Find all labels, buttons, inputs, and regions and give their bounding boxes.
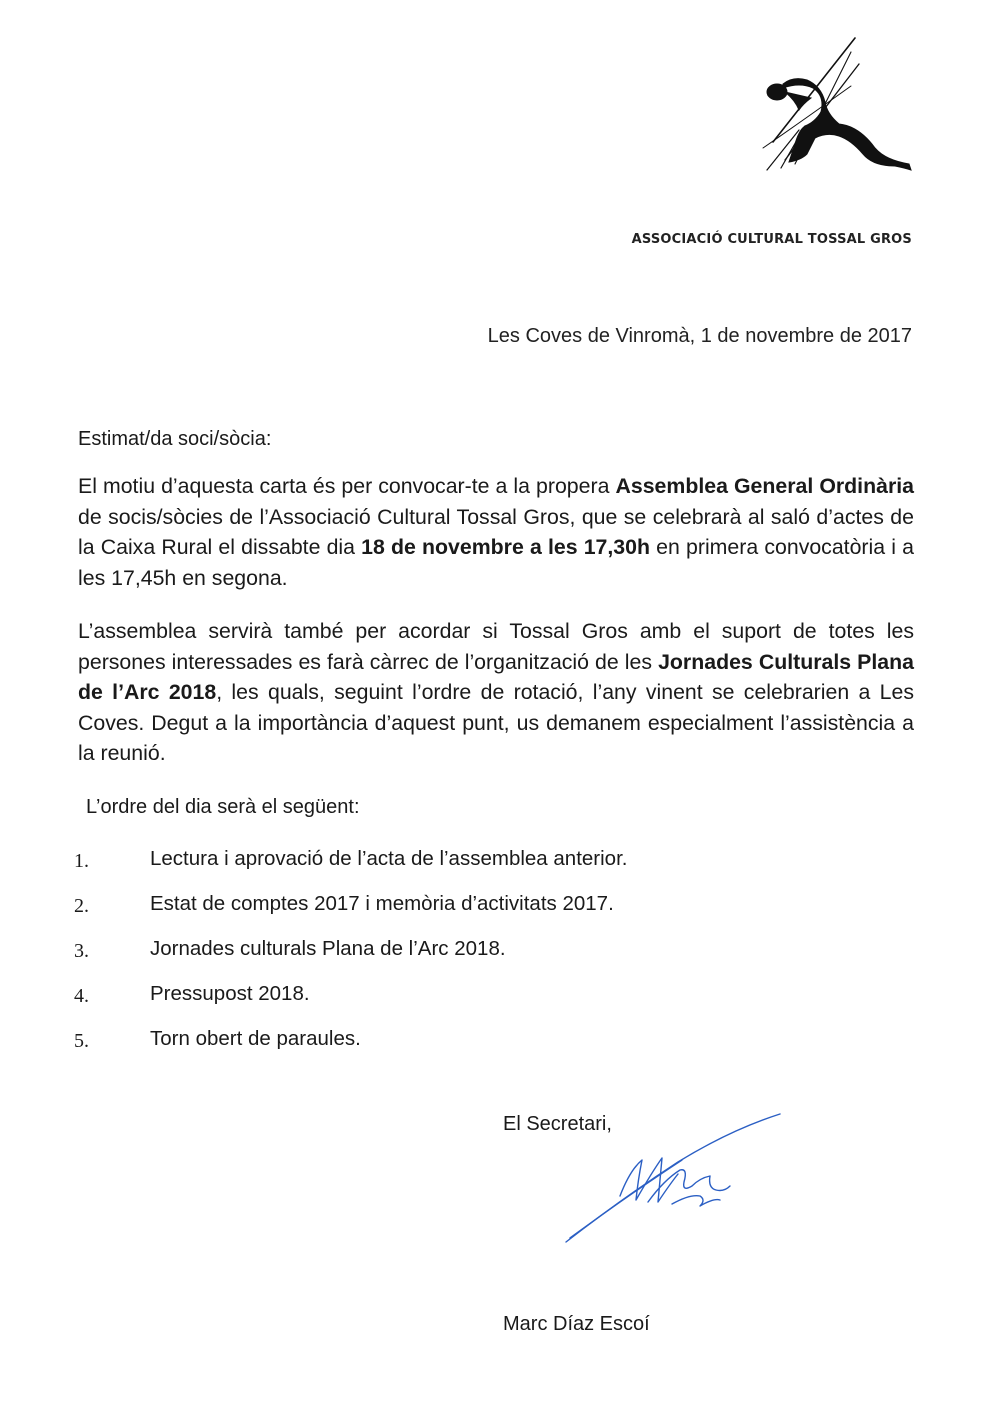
assembly-name: Assemblea General Ordinària	[615, 474, 915, 498]
agenda-text: Pressupost 2018.	[150, 982, 310, 1005]
agenda-item	[74, 889, 774, 934]
place-date: Les Coves de Vinromà, 1 de novembre de 2017	[487, 325, 912, 347]
handwritten-signature	[560, 1110, 790, 1250]
paragraph-purpose	[78, 616, 914, 769]
agenda-text: Lectura i aprovació de l’acta de l’assemblea anterior.	[150, 847, 628, 870]
meeting-datetime: 18 de novembre a les 17,30h	[361, 535, 651, 559]
paragraph-convocation	[78, 471, 914, 593]
paragraph-text: de socis/sòcies de l’Associació Cultural Tossal Gros, que se celebrarà al saló d’actes de la Caixa Rural el dissabte dia	[78, 504, 914, 559]
paragraph-text: , les quals, seguint l’ordre de rotació, l’any vinent se celebrarien a Les Coves. Degut a la importància d’aquest punt, us demanem especialment l’assistència a la reunió.	[78, 680, 914, 765]
kneeling-archer-logo	[755, 30, 925, 180]
organization-name: ASSOCIACIÓ CULTURAL TOSSAL GROS	[631, 232, 912, 247]
agenda-item	[74, 979, 774, 1024]
agenda-item	[74, 844, 774, 889]
agenda-number: 3.	[74, 940, 89, 962]
agenda-number: 1.	[74, 850, 89, 872]
agenda-title: L’ordre del dia serà el següent:	[86, 796, 360, 818]
agenda-item	[74, 934, 774, 979]
closing: El Secretari,	[503, 1113, 612, 1135]
agenda-text: Estat de comptes 2017 i memòria d’activitats 2017.	[150, 892, 614, 915]
signer-name: Marc Díaz Escoí	[503, 1313, 650, 1335]
agenda-number: 2.	[74, 895, 89, 917]
paragraph-text: L’assemblea servirà també per acordar si Tossal Gros amb el suport de totes les persones interessades es farà càrrec de l’organització de les	[78, 619, 914, 674]
agenda-list	[74, 844, 774, 1069]
agenda-number: 5.	[74, 1030, 89, 1052]
paragraph-text: El motiu d’aquesta carta és per convocar-te a la propera	[78, 474, 616, 498]
event-name: Jornades Culturals Plana de l’Arc 2018	[78, 649, 914, 704]
agenda-text: Torn obert de paraules.	[150, 1027, 361, 1050]
agenda-number: 4.	[74, 985, 89, 1007]
agenda-item	[74, 1024, 774, 1069]
agenda-text: Jornades culturals Plana de l’Arc 2018.	[150, 937, 506, 960]
greeting: Estimat/da soci/sòcia:	[78, 428, 272, 450]
paragraph-text: en primera convocatòria i a les 17,45h en segona.	[78, 535, 914, 590]
